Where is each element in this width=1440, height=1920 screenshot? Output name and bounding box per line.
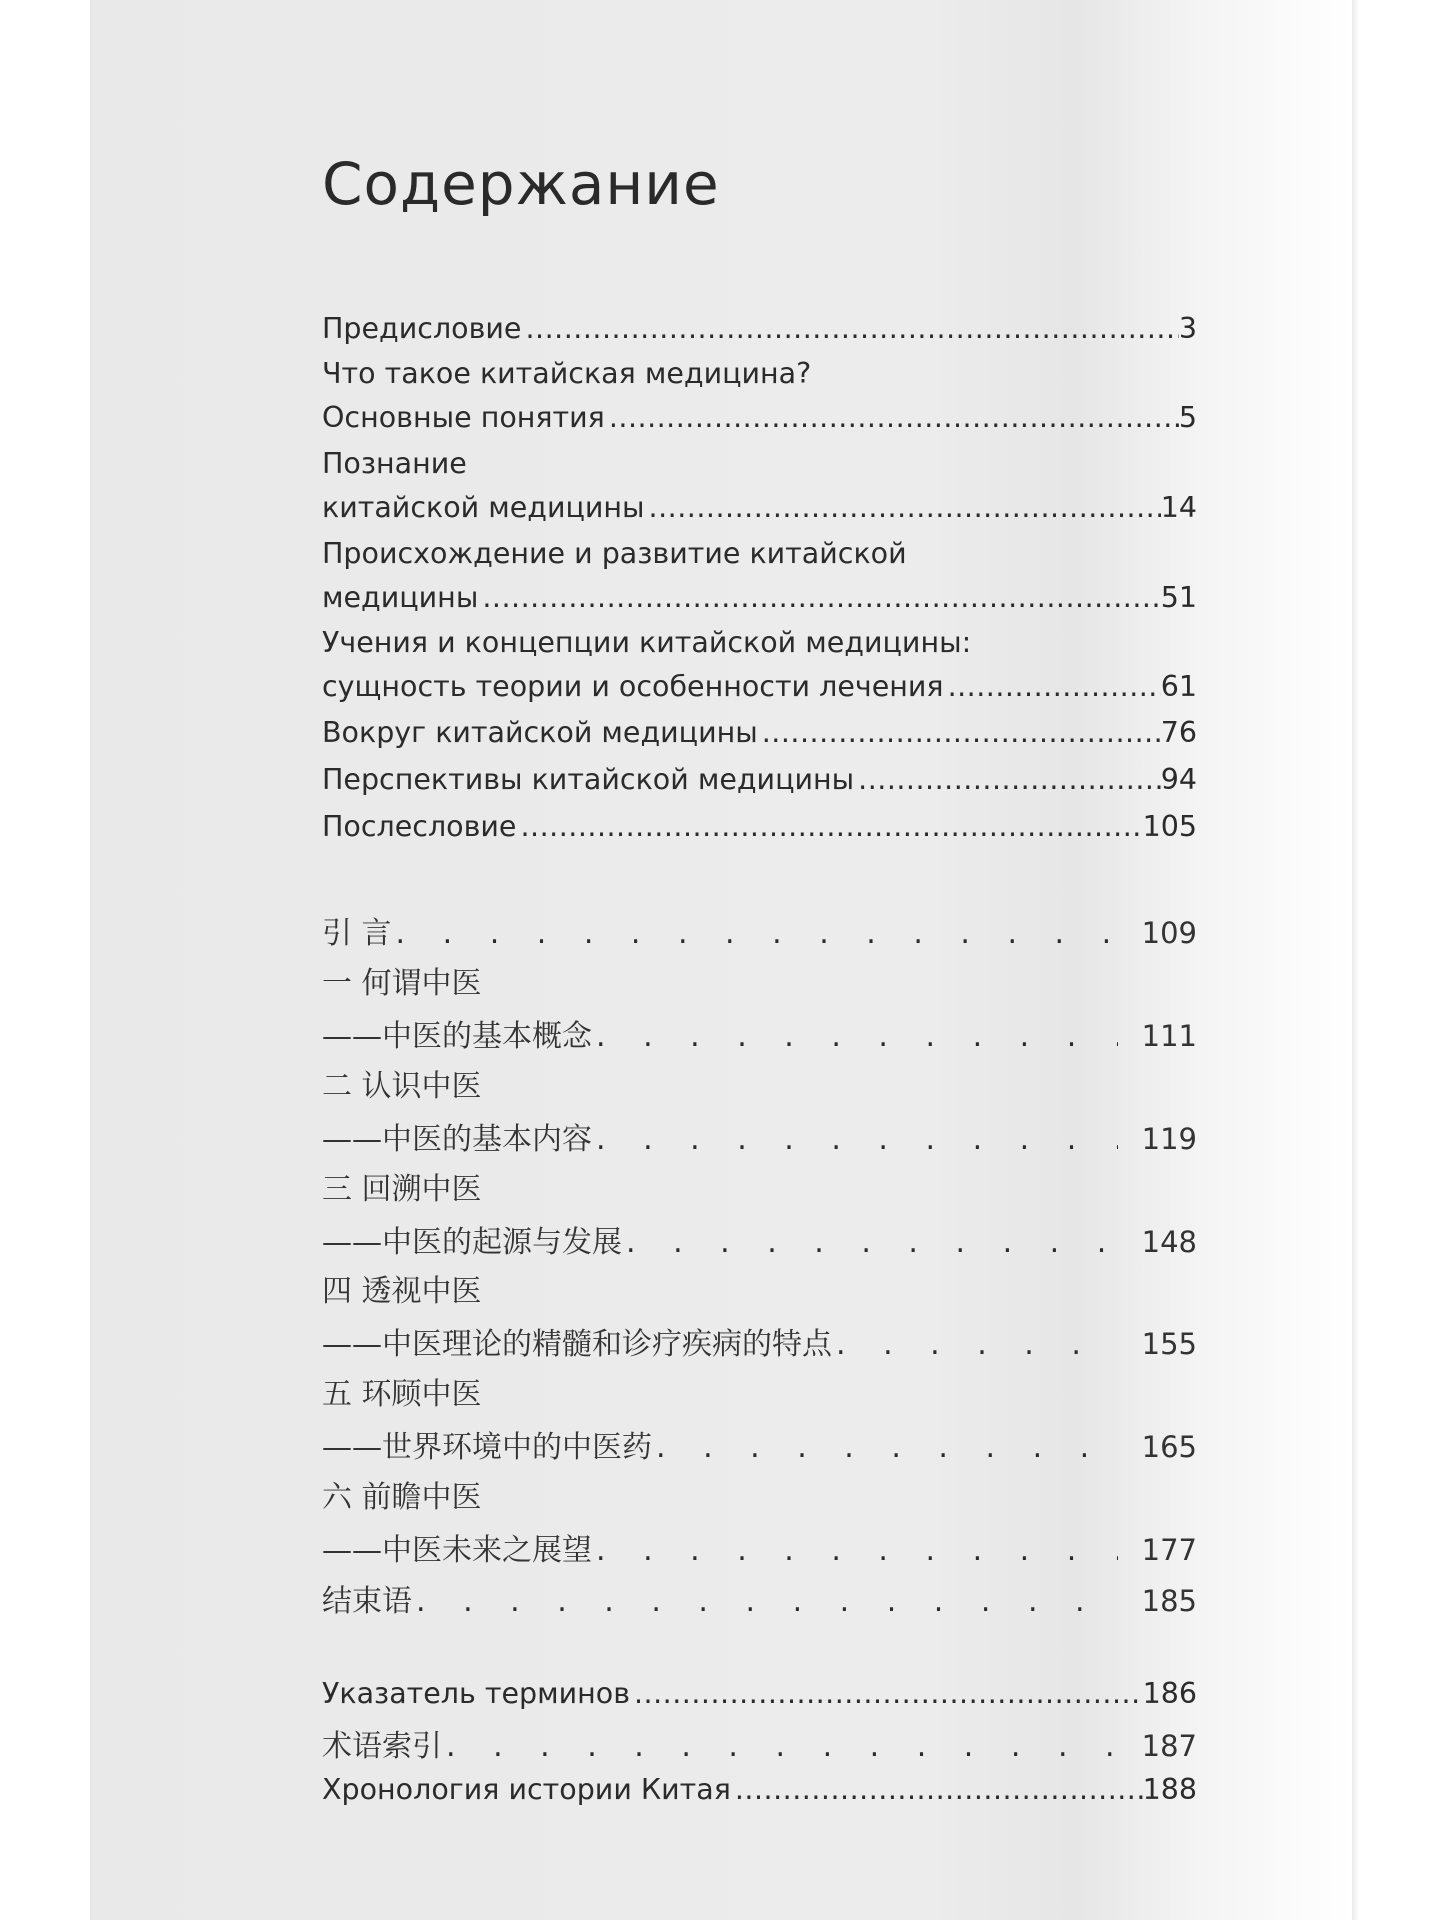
toc-entry-title: Познание (322, 447, 467, 480)
toc-entry-title: 六 前瞻中医 (322, 1480, 482, 1515)
toc-entry-preface (322, 307, 1197, 351)
toc-entry-cn-4 (322, 1266, 1197, 1370)
toc-entry-cn-intro (322, 907, 1197, 959)
dot-leader (412, 1576, 1118, 1628)
toc-page-number: 5 (1178, 401, 1197, 434)
dot-leader (854, 758, 1161, 802)
dot-leader (392, 908, 1118, 960)
toc-page-number: 186 (1142, 1677, 1197, 1710)
toc-entry-subtitle: ——中医的基本概念 (322, 1019, 592, 1054)
toc-entry-chronology (322, 1768, 1197, 1812)
dot-leader (592, 1011, 1118, 1063)
dot-leader (516, 805, 1142, 849)
toc-entry-term-index (322, 1672, 1197, 1716)
toc-entry-title: Вокруг китайской медицины (322, 716, 758, 749)
dot-leader (630, 1672, 1143, 1716)
toc-page-number: 76 (1160, 716, 1197, 749)
toc-page-number: 187 (1141, 1729, 1197, 1763)
toc-entry-cn-6 (322, 1472, 1197, 1576)
toc-entry-subtitle: медицины (322, 581, 479, 614)
toc-entry-title: 二 认识中医 (322, 1069, 482, 1104)
toc-page-number: 177 (1141, 1533, 1197, 1567)
toc-entry-around-tcm (322, 711, 1197, 755)
toc-entry-subtitle: ——中医的基本内容 (322, 1122, 592, 1157)
dot-leader (622, 1217, 1118, 1269)
dot-leader (521, 307, 1178, 351)
page-title: Содержание (322, 150, 720, 218)
dot-leader (442, 1721, 1118, 1773)
toc-entry-perspectives (322, 758, 1197, 802)
toc-page-number: 188 (1142, 1773, 1197, 1806)
toc-entry-origin (322, 532, 1197, 620)
dot-leader (731, 1768, 1143, 1812)
toc-entry-cn-conclusion (322, 1575, 1197, 1627)
toc-entry-title: 引 言 (322, 916, 392, 951)
toc-entry-cn-2 (322, 1061, 1197, 1165)
toc-page-number: 51 (1160, 581, 1197, 614)
dot-leader (605, 396, 1179, 440)
toc-entry-subtitle: Основные понятия (322, 401, 605, 434)
toc-page-number: 14 (1160, 491, 1197, 524)
toc-entry-title: 结束语 (322, 1584, 412, 1619)
dot-leader (652, 1422, 1118, 1474)
dot-leader (645, 486, 1161, 530)
toc-entry-title: Указатель терминов (322, 1677, 630, 1710)
toc-page-number: 94 (1160, 763, 1197, 796)
dot-leader (832, 1319, 1118, 1371)
toc-entry-title: Учения и концепции китайской медицины: (322, 626, 972, 659)
toc-page-number: 3 (1178, 312, 1197, 345)
toc-entry-what-is-tcm (322, 352, 1197, 440)
toc-entry-subtitle: сущность теории и особенности лечения (322, 670, 944, 703)
toc-entry-subtitle: ——中医未来之展望 (322, 1533, 592, 1568)
toc-entry-title: Перспективы китайской медицины (322, 763, 855, 796)
toc-entry-cn-3 (322, 1164, 1197, 1268)
toc-entry-cn-5 (322, 1369, 1197, 1473)
toc-entry-title: 四 透视中医 (322, 1274, 482, 1309)
dot-leader (592, 1525, 1118, 1577)
toc-page-number: 105 (1142, 810, 1197, 843)
toc-entry-title: Послесловие (322, 810, 517, 843)
toc-page-number: 185 (1141, 1584, 1197, 1618)
toc-entry-title: Предисловие (322, 312, 522, 345)
toc-entry-subtitle: китайской медицины (322, 491, 645, 524)
toc-entry-afterword (322, 805, 1197, 849)
toc-entry-title: Происхождение и развитие китайской (322, 537, 907, 570)
toc-entry-cn-term-index (322, 1720, 1197, 1772)
toc-entry-teachings (322, 621, 1197, 709)
toc-page-number: 119 (1141, 1122, 1197, 1156)
toc-entry-title: 一 何谓中医 (322, 966, 482, 1001)
toc-page-number: 109 (1141, 916, 1197, 950)
toc-entry-title: 三 回溯中医 (322, 1172, 482, 1207)
toc-entry-title: Что такое китайская медицина? (322, 357, 812, 390)
toc-entry-knowing-tcm (322, 442, 1197, 530)
toc-entry-subtitle: ——世界环境中的中医药 (322, 1430, 652, 1465)
toc-page-number: 111 (1141, 1019, 1197, 1053)
dot-leader (592, 1114, 1118, 1166)
toc-page-number: 61 (1160, 670, 1197, 703)
dot-leader (478, 576, 1160, 620)
toc-entry-title: Хронология истории Китая (322, 1773, 731, 1806)
toc-entry-subtitle: ——中医的起源与发展 (322, 1225, 622, 1260)
toc-page-number: 155 (1141, 1327, 1197, 1361)
toc-entry-cn-1 (322, 958, 1197, 1062)
page-edge-shadow (1352, 0, 1360, 1920)
toc-entry-subtitle: ——中医理论的精髓和诊疗疾病的特点 (322, 1327, 832, 1362)
toc-entry-title: 术语索引 (322, 1729, 442, 1764)
dot-leader (944, 665, 1161, 709)
toc-page-number: 165 (1141, 1430, 1197, 1464)
toc-entry-title: 五 环顾中医 (322, 1377, 482, 1412)
dot-leader (758, 711, 1161, 755)
toc-page-number: 148 (1141, 1225, 1197, 1259)
